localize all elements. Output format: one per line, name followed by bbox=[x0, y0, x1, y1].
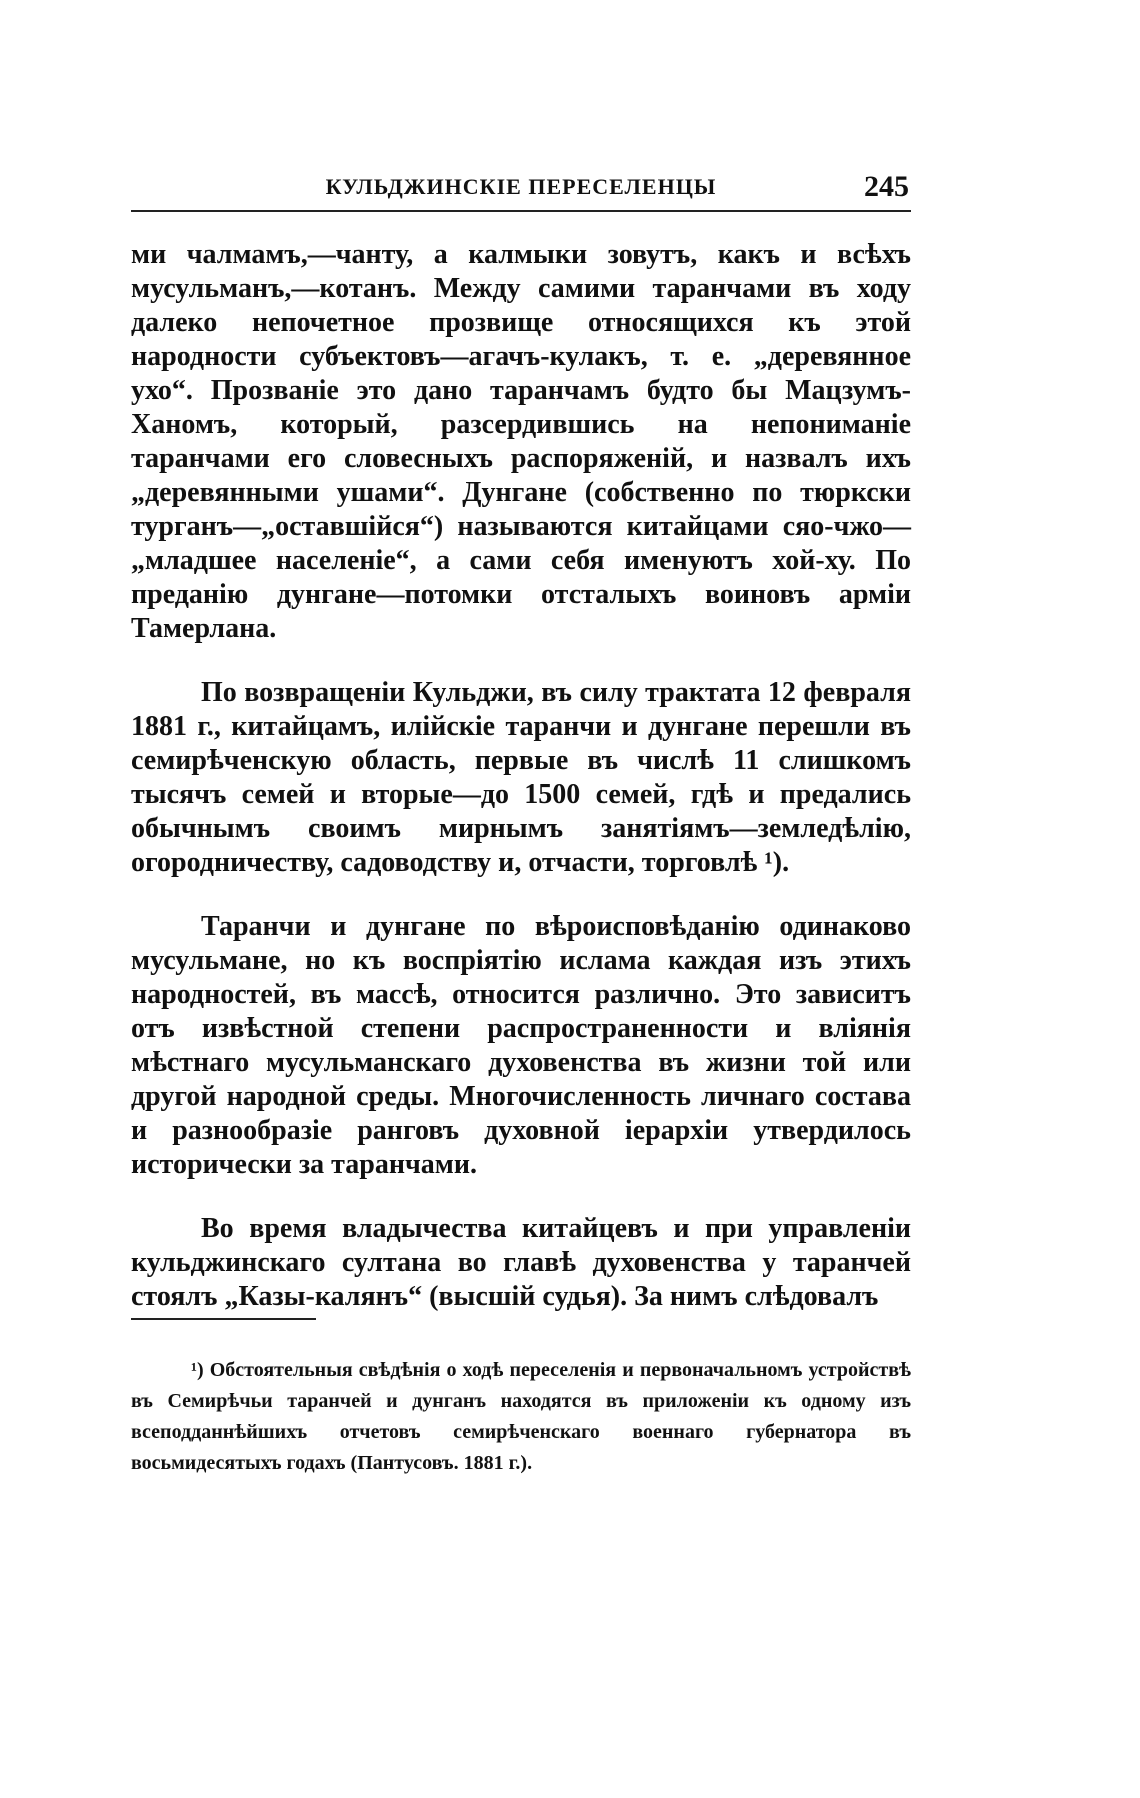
footnote: ¹) Обстоятельныя свѣдѣнія о ходѣ переселенія и первоначальномъ устройствѣ въ Семирѣчьи таранчей и дунганъ находятся въ приложеніи къ одному изъ всеподданнѣйшихъ отчетовъ семирѣченскаго военнаго губернатора въ восьмидесятыхъ годахъ (Пантусовъ. 1881 г.). bbox=[131, 1359, 911, 1474]
body-text bbox=[131, 238, 911, 1344]
running-head bbox=[131, 170, 911, 210]
running-title: КУЛЬДЖИНСКІЕ ПЕРЕСЕЛЕНЦЫ bbox=[325, 174, 717, 199]
footnote-rule bbox=[131, 1318, 316, 1320]
paragraph: Во время владычества китайцевъ и при управленіи кульджинскаго султана во главѣ духовенства у таранчей стоялъ „Казы-калянъ“ (высшій судья). За нимъ слѣдовалъ bbox=[131, 1213, 911, 1312]
page-number: 245 bbox=[864, 170, 909, 203]
paragraph: По возвращеніи Кульджи, въ силу трактата 12 февраля 1881 г., китайцамъ, илійскіе таранчи и дунгане перешли въ семирѣченскую область, первые въ числѣ 11 слишкомъ тысячъ семей и вторые—до 1500 семей, гдѣ и предались обычнымъ своимъ мирнымъ занятіямъ—земледѣлію, огородничеству, садоводству и, отчасти, торговлѣ ¹). bbox=[131, 677, 911, 878]
paragraph: ми чалмамъ,—чанту, а калмыки зовутъ, какъ и всѣхъ мусульманъ,—котанъ. Между самими таранчами въ ходу далеко непочетное прозвище относящихся къ этой народности субъектовъ—агачъ-кулакъ, т. е. „деревянное ухо“. Прозваніе это дано таранчамъ будто бы Мацзумъ-Ханомъ, который, разсердившись на непониманіе таранчами его словесныхъ распоряженій, и назвалъ ихъ „деревянными ушами“. Дунгане (собственно по тюркски турганъ—„оставшійся“) называются китайцами сяо-чжо—„младшее населеніе“, а сами себя именуютъ хой-ху. По преданію дунгане—потомки отсталыхъ воиновъ арміи Тамерлана. bbox=[131, 239, 911, 644]
paragraph: Таранчи и дунгане по вѣроисповѣданію одинаково мусульмане, но къ воспріятію ислама каждая изъ этихъ народностей, въ массѣ, относится различно. Это зависитъ отъ извѣстной степени распространенности и вліянія мѣстнаго мусульманскаго духовенства въ жизни той или другой народной среды. Многочисленность личнаго состава и разнообразіе ранговъ духовной іерархіи утвердилось исторически за таранчами. bbox=[131, 911, 911, 1180]
header-rule bbox=[131, 210, 911, 212]
